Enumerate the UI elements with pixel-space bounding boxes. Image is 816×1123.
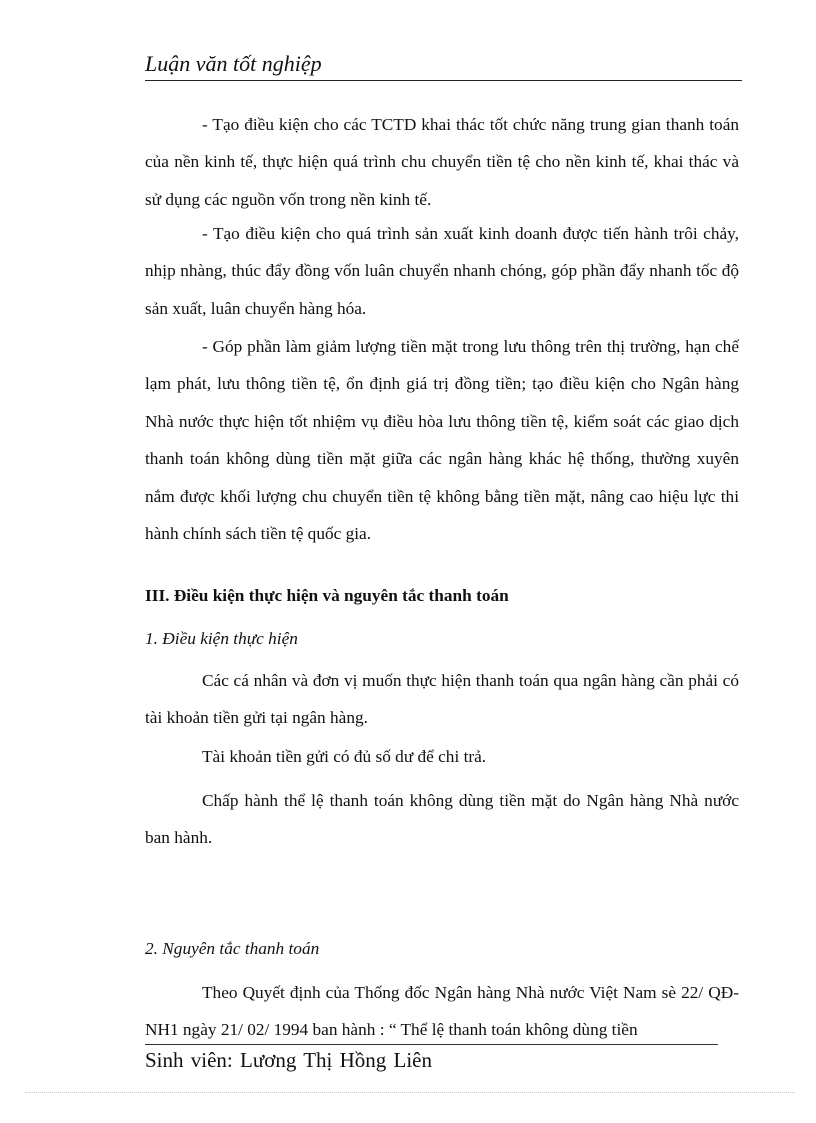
paragraph-1: - Tạo điều kiện cho các TCTD khai thác tốt chức năng trung gian thanh toán của nền kinh tế, thực hiện quá trình chu chuyển tiền tệ cho nền kinh tế, khai thác và sử dụng các nguồn vốn trong nền kinh tế. [145,115,739,209]
subsection-heading-1: 1. Điều kiện thực hiện [145,629,298,648]
paragraph-3: - Góp phần làm giảm lượng tiền mặt trong lưu thông trên thị trường, hạn chế lạm phát, lưu thông tiền tệ, ổn định giá trị đồng tiền; tạo điều kiện cho Ngân hàng Nhà nước thực hiện tốt nhiệm vụ điều hòa lưu thông tiền tệ, kiểm soát các giao dịch thanh toán không dùng tiền mặt giữa các ngân hàng khác hệ thống, thường xuyên nắm được khối lượng chu chuyển tiền tệ không bằng tiền mặt, nâng cao hiệu lực thi hành chính sách tiền tệ quốc gia. [145,337,739,544]
footer-student: Sinh viên: Lương Thị Hồng Liên [145,1048,432,1072]
paragraph-4: Các cá nhân và đơn vị muốn thực hiện thanh toán qua ngân hàng cần phải có tài khoản tiền gửi tại ngân hàng. [145,671,739,728]
section-heading: III. Điều kiện thực hiện và nguyên tắc thanh toán [145,586,509,605]
paragraph-2: - Tạo điều kiện cho quá trình sản xuất kinh doanh được tiến hành trôi chảy, nhịp nhàng, thúc đẩy đồng vốn luân chuyển nhanh chóng, góp phần đẩy nhanh tốc độ sản xuất, luân chuyển hàng hóa. [145,224,739,318]
footer-rule [145,1044,718,1045]
paragraph-5: Tài khoản tiền gửi có đủ số dư để chi trả. [202,747,487,766]
header-rule [145,80,742,81]
page-edge [25,1092,795,1093]
paragraph-6: Chấp hành thể lệ thanh toán không dùng tiền mặt do Ngân hàng Nhà nước ban hành. [145,791,739,848]
subsection-heading-2: 2. Nguyên tắc thanh toán [145,939,320,958]
paragraph-7: Theo Quyết định của Thống đốc Ngân hàng Nhà nước Việt Nam sè 22/ QĐ-NH1 ngày 21/ 02/ 1994 ban hành : “ Thể lệ thanh toán không dùng tiền [145,983,739,1040]
running-header: Luận văn tốt nghiệp [145,51,322,76]
